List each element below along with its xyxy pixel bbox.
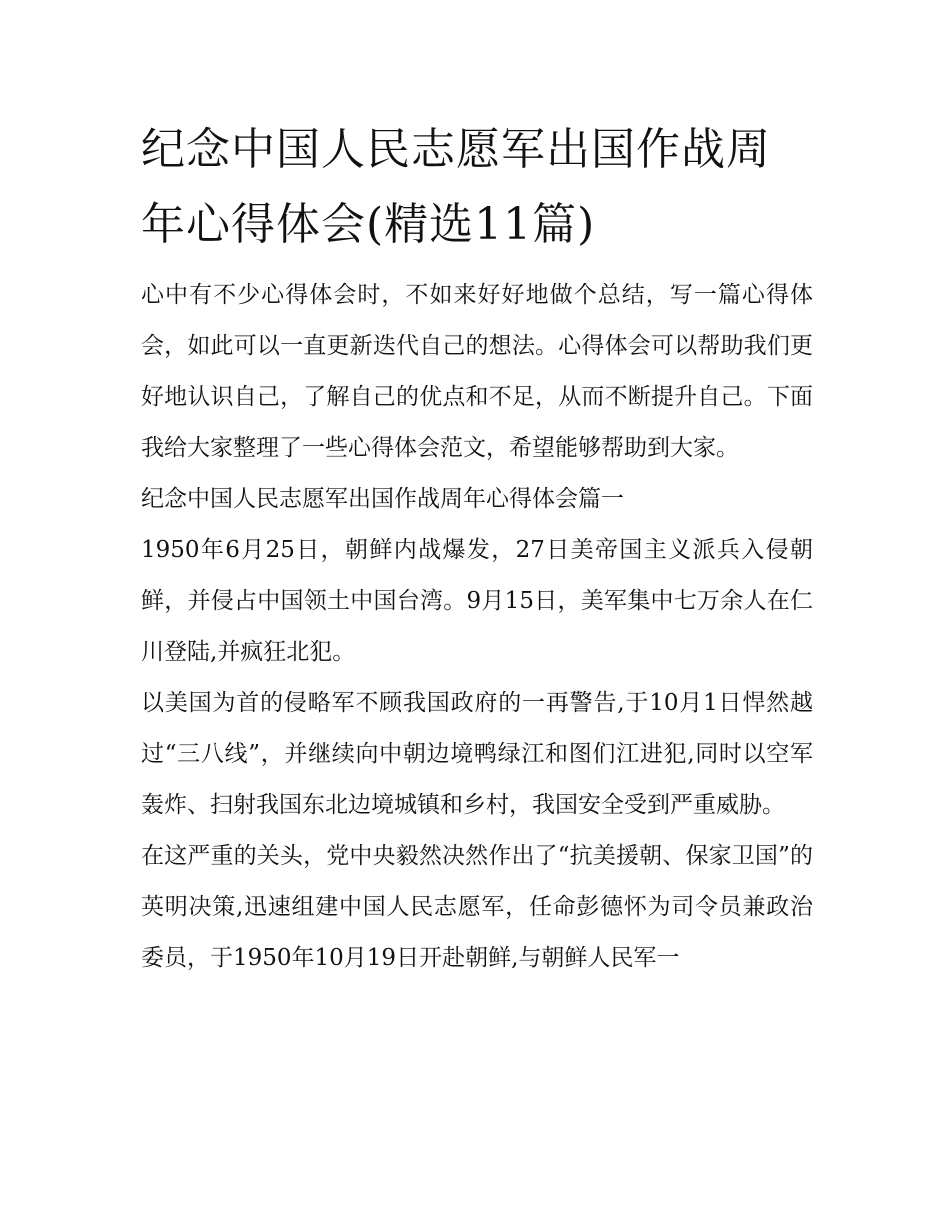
body-paragraph: 以美国为首的侵略军不顾我国政府的一再警告,于10月1日悍然越过“三八线”，并继续向中朝边境鸭绿江和图们江进犯,同时以空军轰炸、扫射我国东北边境城镇和乡村，我国安全受到严重威胁。 [141,690,813,818]
document-page [141,112,813,984]
document-title: 纪念中国人民志愿军出国作战周年心得体会(精选11篇) [141,124,771,250]
section-heading: 纪念中国人民志愿军出国作战周年心得体会篇一 [141,486,624,512]
body-paragraph: 在这严重的关头，党中央毅然决然作出了“抗美援朝、保家卫国”的英明决策,迅速组建中国人民志愿军，任命彭德怀为司令员兼政治委员，于1950年10月19日开赴朝鲜,与朝鲜人民军一 [141,843,813,971]
body-paragraph: 1950年6月25日，朝鲜内战爆发，27日美帝国主义派兵入侵朝鲜，并侵占中国领土中国台湾。9月15日，美军集中七万余人在仁川登陆,并疯狂北犯。 [141,537,813,665]
intro-paragraph: 心中有不少心得体会时，不如来好好地做个总结，写一篇心得体会，如此可以一直更新迭代自己的想法。心得体会可以帮助我们更好地认识自己，了解自己的优点和不足，从而不断提升自己。下面我给大家整理了一些心得体会范文，希望能够帮助到大家。 [141,282,813,461]
